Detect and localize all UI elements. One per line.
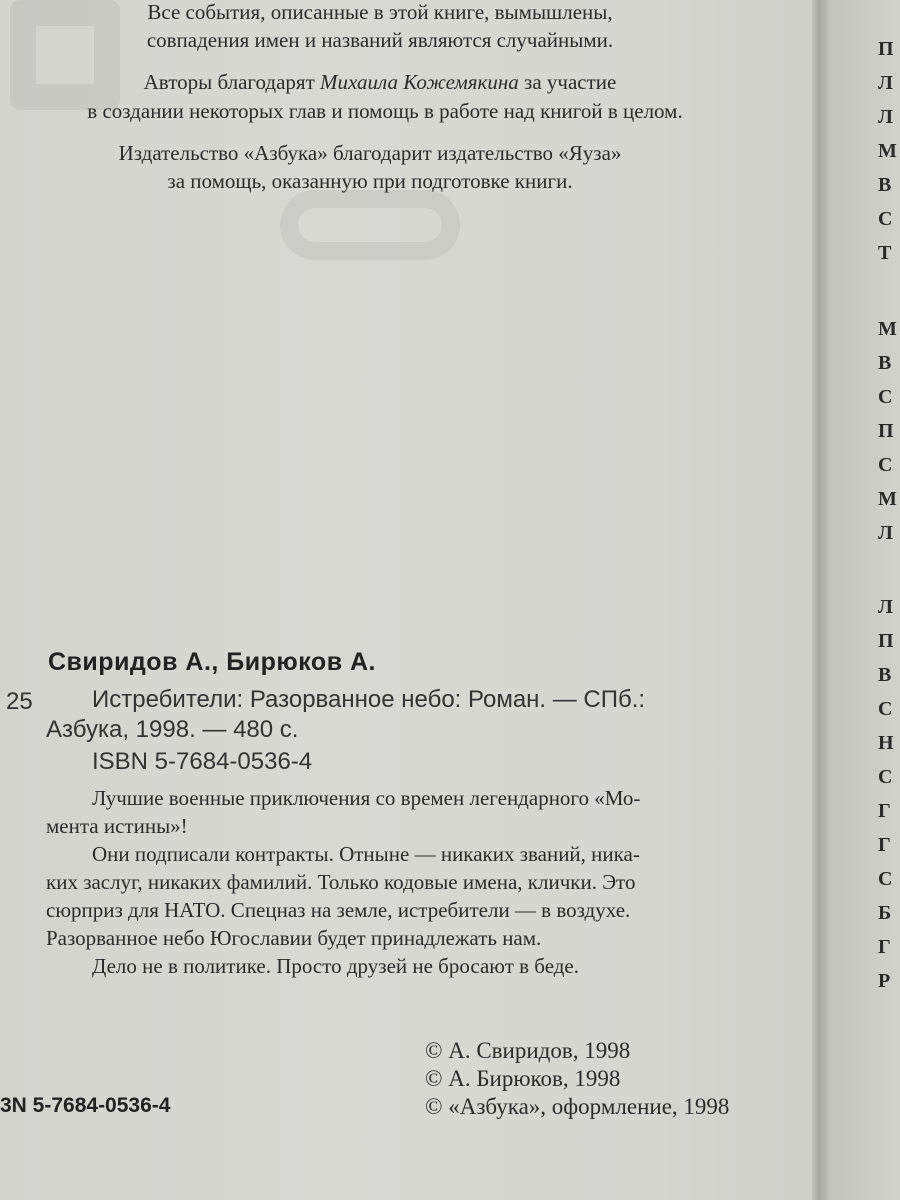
facing-page-letter: М	[878, 140, 897, 162]
thanks-text: за участие	[518, 70, 617, 94]
bibliography-title: Истребители: Разорванное небо: Роман. — СПб.:	[92, 686, 646, 713]
facing-page-letter: В	[878, 352, 892, 374]
annotation-line: Лучшие военные приключения со времен легендарного «Мо-	[92, 786, 641, 810]
facing-page-letter: В	[878, 664, 892, 686]
copyright-line: © «Азбука», оформление, 1998	[425, 1094, 730, 1119]
annotation-line: мента истины»!	[46, 814, 188, 838]
udk-fragment: 25	[6, 688, 33, 715]
copyright-line: © А. Бирюков, 1998	[425, 1066, 621, 1091]
bibliography-publisher: Азбука, 1998. — 480 с.	[46, 716, 299, 743]
annotation-line: сюрприз для НАТО. Спецназ на земле, истребители — в воздухе.	[46, 898, 631, 922]
facing-page-letter: Г	[878, 834, 891, 856]
facing-page-letter: В	[878, 174, 892, 196]
disclaimer-line: совпадения имен и названий являются случайными.	[146, 28, 614, 52]
disclaimer-line: Все события, описанные в этой книге, вымышлены,	[147, 0, 613, 24]
facing-page-letter: Б	[878, 902, 892, 924]
thanks-text: Авторы благодарят	[143, 70, 320, 94]
facing-page-letter: Н	[878, 732, 894, 754]
facing-page-letter: С	[878, 698, 893, 720]
facing-page-letter: М	[878, 318, 897, 340]
facing-page-letter: С	[878, 868, 893, 890]
bibliography-isbn: ISBN 5-7684-0536-4	[92, 748, 313, 775]
annotation-line: ких заслуг, никаких фамилий. Только кодовые имена, клички. Это	[46, 870, 636, 894]
bibliography-authors: Свиридов А., Бирюков А.	[48, 648, 377, 676]
facing-page-letter: С	[878, 454, 893, 476]
annotation-line: Они подписали контракты. Отныне — никаких званий, ника-	[92, 842, 640, 866]
facing-page-letter: С	[878, 766, 893, 788]
facing-page-letter: Т	[878, 242, 892, 264]
facing-page-letter: П	[878, 38, 894, 60]
annotation-line: Разорванное небо Югославии будет принадлежать нам.	[46, 926, 542, 950]
book-gutter	[812, 0, 828, 1200]
annotation-line: Дело не в политике. Просто друзей не бросают в беде.	[92, 954, 579, 978]
show-through-shape	[280, 190, 460, 260]
isbn-bottom: 3N 5-7684-0536-4	[0, 1094, 171, 1117]
facing-page-letter: С	[878, 208, 893, 230]
facing-page-letter: Л	[878, 106, 893, 128]
facing-page-letter: П	[878, 420, 894, 442]
facing-page-letter: Л	[878, 72, 893, 94]
facing-page-letter: Р	[878, 970, 891, 992]
facing-page-letter: Г	[878, 936, 891, 958]
thanks-line: в создании некоторых глав и помощь в работе над книгой в целом.	[87, 99, 683, 123]
facing-page-letter: М	[878, 488, 897, 510]
facing-page-letter: Л	[878, 596, 893, 618]
thanks-line	[0, 72, 760, 93]
copyright-line: © А. Свиридов, 1998	[425, 1038, 631, 1063]
facing-page-letter: П	[878, 630, 894, 652]
facing-page-letter: С	[878, 386, 893, 408]
publisher-thanks-line: за помощь, оказанную при подготовке книги.	[167, 169, 573, 193]
publisher-thanks-line: Издательство «Азбука» благодарит издательство «Яуза»	[118, 141, 622, 165]
facing-page-letter: Л	[878, 522, 893, 544]
thanks-person-name: Михаила Кожемякина	[320, 70, 519, 94]
facing-page-letter: Г	[878, 800, 891, 822]
